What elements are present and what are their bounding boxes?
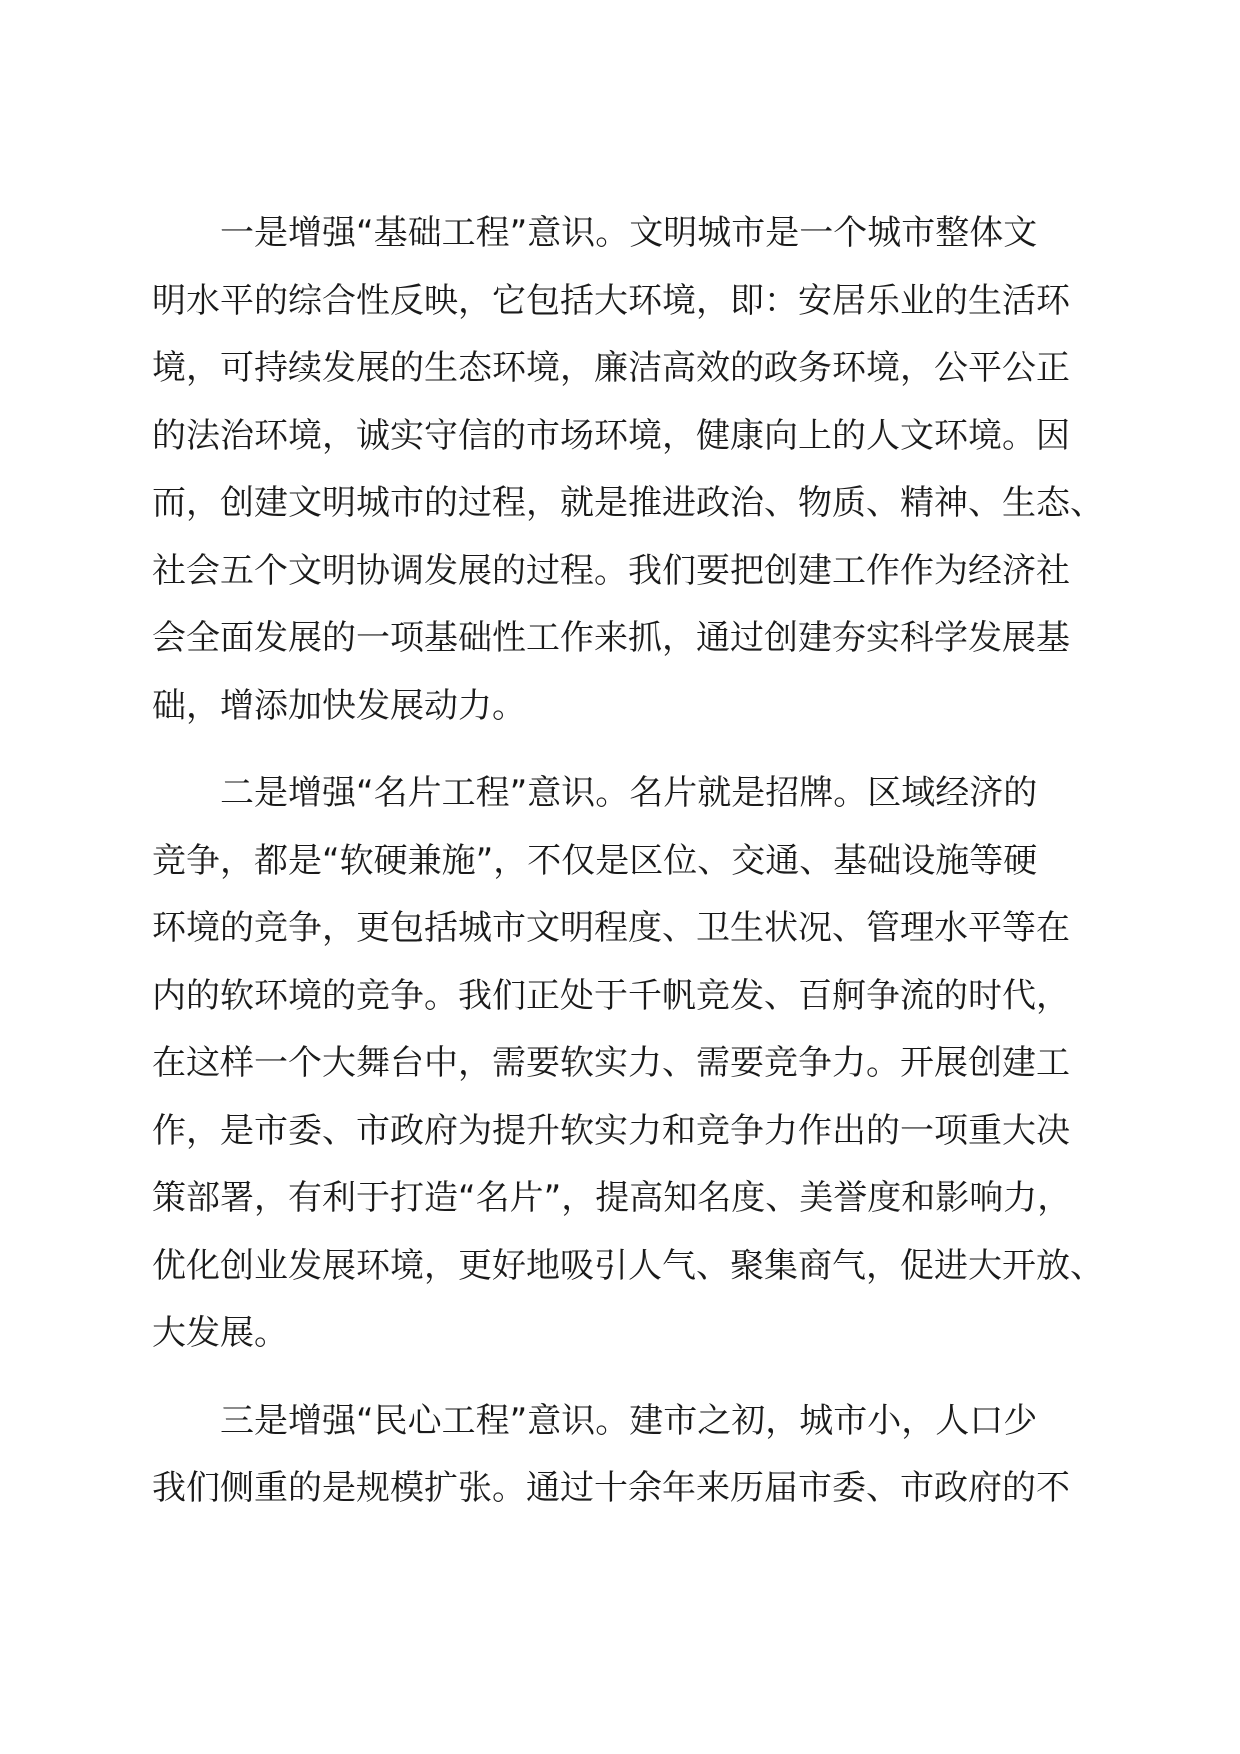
paragraph-foundation-project — [152, 200, 1104, 740]
text-line: 社会五个文明协调发展的过程。我们要把创建工作作为经济社 — [152, 550, 1070, 591]
text-line: 会全面发展的一项基础性工作来抓，通过创建夯实科学发展基 — [152, 618, 1070, 658]
text-line: 明水平的综合性反映，它包括大环境，即：安居乐业的生活环 — [152, 280, 1070, 321]
text-line: 我们侧重的是规模扩张。通过十余年来历届市委、市政府的不 — [152, 1468, 1070, 1508]
paragraph-business-card-project — [152, 760, 1104, 1368]
document-body — [152, 200, 1104, 1543]
text-line: 一是增强“基础工程”意识。文明城市是一个城市整体文 — [220, 213, 1038, 253]
text-line: 境，可持续发展的生态环境，廉洁高效的政务环境，公平公正 — [152, 348, 1070, 388]
text-line: 三是增强“民心工程”意识。建市之初，城市小，人口少 — [220, 1400, 1038, 1441]
text-line: 大发展。 — [152, 1313, 288, 1353]
text-line: 竞争，都是“软硬兼施”，不仅是区位、交通、基础设施等硬 — [152, 840, 1038, 881]
text-line: 环境的竞争，更包括城市文明程度、卫生状况、管理水平等在 — [152, 908, 1070, 948]
paragraph-public-support-project — [152, 1388, 1092, 1523]
text-line: 作，是市委、市政府为提升软实力和竞争力作出的一项重大决 — [152, 1110, 1070, 1151]
text-line: 而，创建文明城市的过程，就是推进政治、物质、精神、生态、 — [152, 483, 1104, 523]
text-line: 内的软环境的竞争。我们正处于千帆竞发、百舸争流的时代， — [152, 975, 1070, 1016]
text-line: 的法治环境，诚实守信的市场环境，健康向上的人文环境。因 — [152, 415, 1070, 456]
text-line: 础，增添加快发展动力。 — [152, 685, 526, 726]
text-line: 二是增强“名片工程”意识。名片就是招牌。区域经济的 — [220, 773, 1038, 813]
text-line: 策部署，有利于打造“名片”，提高知名度、美誉度和影响力， — [152, 1178, 1072, 1218]
text-line: 优化创业发展环境，更好地吸引人气、聚集商气，促进大开放、 — [152, 1245, 1104, 1286]
text-line: 在这样一个大舞台中，需要软实力、需要竞争力。开展创建工 — [152, 1043, 1070, 1083]
